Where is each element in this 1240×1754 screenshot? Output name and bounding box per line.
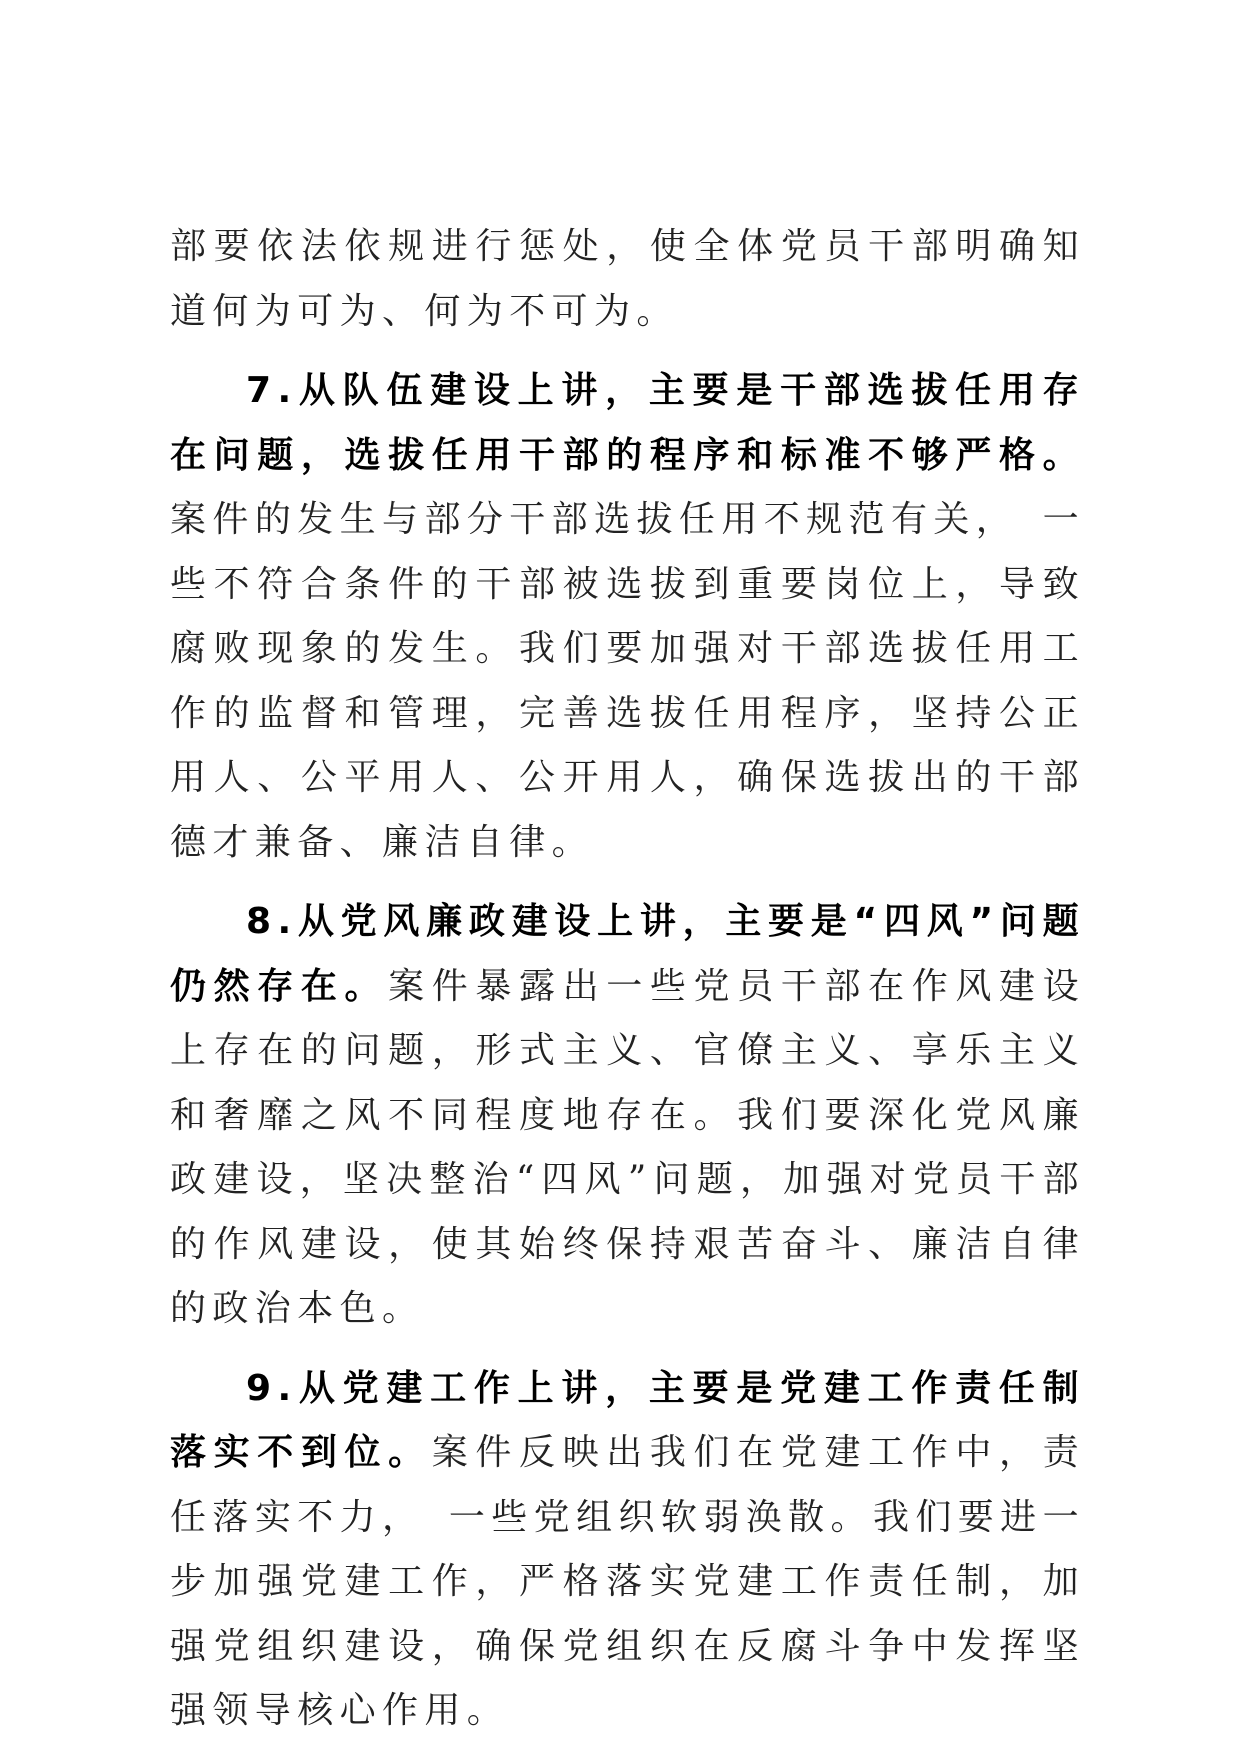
document-body <box>170 215 1085 1744</box>
paragraph-text: 案件反映出我们在党建工作中，责任落实不力， 一些党组织软弱涣散。我们要进一步加强党建工作，严格落实党建工作责任制，加强党组织建设，确保党组织在反腐斗争中发挥坚强领导核心作用。 <box>170 1432 1085 1731</box>
paragraph-text: 部要依法依规进行惩处，使全体党员干部明确知道何为可为、何为不可为。 <box>170 226 1085 332</box>
paragraph-continuation <box>170 215 1085 344</box>
paragraph-item-7 <box>170 359 1085 875</box>
paragraph-item-8 <box>170 890 1085 1342</box>
paragraph-text: 案件的发生与部分干部选拔任用不规范有关， 一些不符合条件的干部被选拔到重要岗位上，导致腐败现象的发生。我们要加强对干部选拔任用工作的监督和管理，完善选拔任用程序，坚持公正用人、公平用人、公开用人，确保选拔出的干部德才兼备、廉洁自律。 <box>170 499 1085 863</box>
paragraph-item-9 <box>170 1357 1085 1744</box>
paragraph-gap <box>170 1342 1085 1357</box>
paragraph-gap <box>170 344 1085 359</box>
paragraph-text: 案件暴露出一些党员干部在作风建设上存在的问题，形式主义、官僚主义、享乐主义和奢靡之风不同程度地存在。我们要深化党风廉政建设，坚决整治“四风”问题，加强对党员干部的作风建设，使其始终保持艰苦奋斗、廉洁自律的政治本色。 <box>170 965 1085 1329</box>
paragraph-heading: 9.从党建工作上讲，主要是党建工作责任制落实不到位。 <box>170 1367 1085 1473</box>
paragraph-gap <box>170 875 1085 890</box>
paragraph-heading: 8.从党风廉政建设上讲，主要是“四风”问题仍然存在。 <box>170 901 1085 1007</box>
paragraph-heading: 7.从队伍建设上讲，主要是干部选拔任用存在问题，选拔任用干部的程序和标准不够严格。 <box>170 370 1085 476</box>
